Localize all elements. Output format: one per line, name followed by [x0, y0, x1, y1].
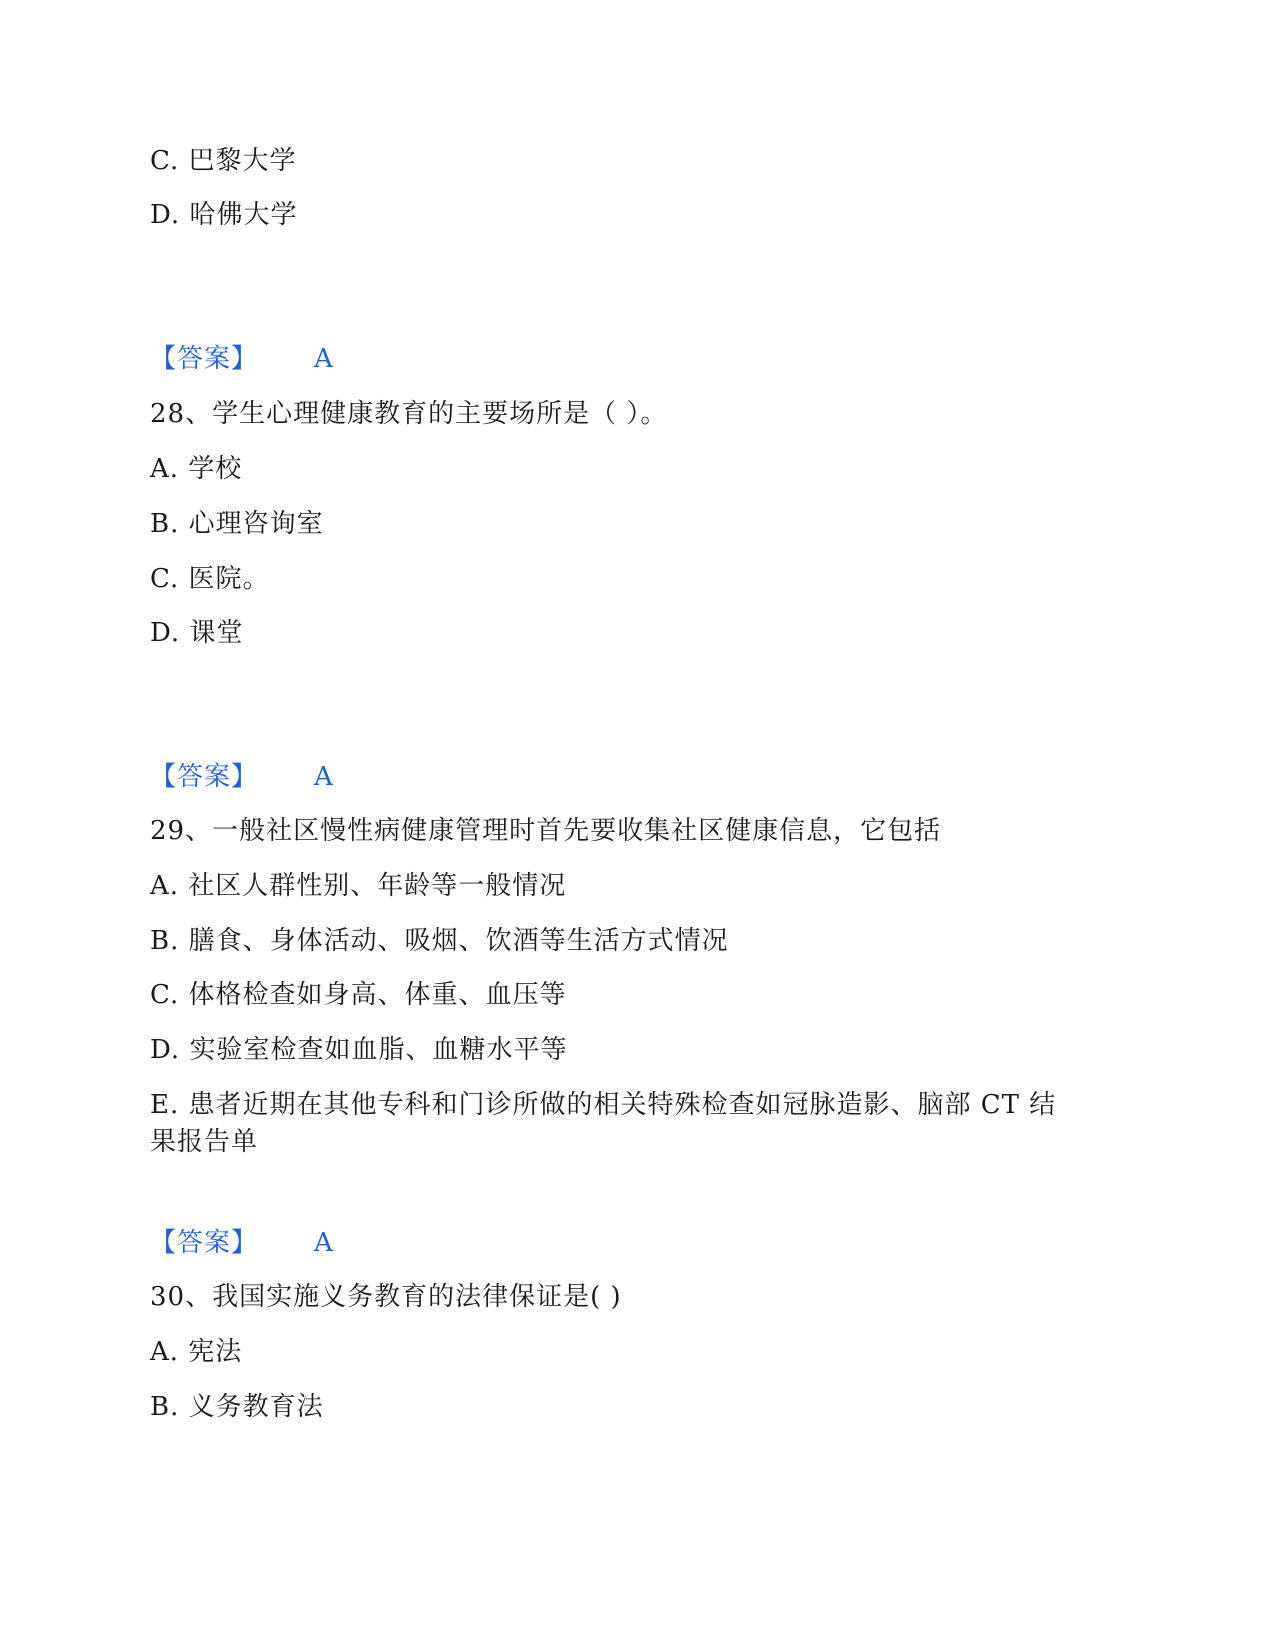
q28-option-a: A. 学校	[150, 454, 243, 484]
q29-option-e-line2: 果报告单	[150, 1127, 259, 1157]
q29-option-c: C. 体格检查如身高、体重、血压等	[150, 980, 567, 1010]
q27-answer	[150, 341, 334, 377]
q28-answer	[150, 759, 334, 795]
q29-option-d: D. 实验室检查如血脂、血糖水平等	[150, 1035, 568, 1065]
q28-option-c: C. 医院。	[150, 564, 270, 594]
answer-value: A	[314, 762, 334, 792]
q29-option-e-line1: E. 患者近期在其他专科和门诊所做的相关特殊检查如冠脉造影、脑部 CT 结	[150, 1090, 1057, 1120]
q29-option-a: A. 社区人群性别、年龄等一般情况	[150, 871, 567, 901]
answer-value: A	[314, 1228, 334, 1258]
q27-option-d: D. 哈佛大学	[150, 200, 298, 230]
q30-question: 30、我国实施义务教育的法律保证是( )	[150, 1282, 622, 1312]
q30-option-b: B. 义务教育法	[150, 1392, 324, 1422]
q28-question: 28、学生心理健康教育的主要场所是（ ）。	[150, 399, 668, 429]
q29-option-b: B. 膳食、身体活动、吸烟、饮酒等生活方式情况	[150, 926, 729, 956]
q29-answer	[150, 1225, 334, 1261]
q29-question: 29、一般社区慢性病健康管理时首先要收集社区健康信息，它包括	[150, 816, 942, 846]
answer-value: A	[314, 344, 334, 374]
q28-option-b: B. 心理咨询室	[150, 509, 324, 539]
answer-label: 【答案】	[150, 762, 259, 792]
q28-option-d: D. 课堂	[150, 618, 244, 648]
q27-option-c: C. 巴黎大学	[150, 146, 297, 176]
answer-label: 【答案】	[150, 344, 259, 374]
q30-option-a: A. 宪法	[150, 1337, 243, 1367]
answer-label: 【答案】	[150, 1228, 259, 1258]
